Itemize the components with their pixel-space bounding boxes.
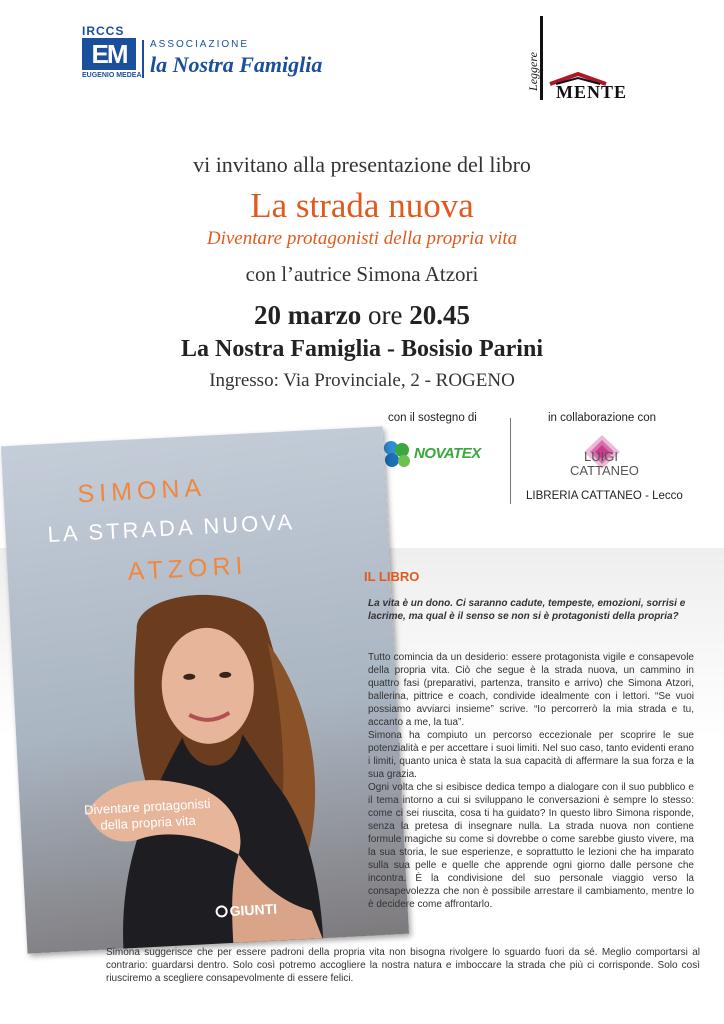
body-paragraph: Ogni volta che si esibisce dedica tempo a dialogare con il suo pubblico e il tema intorno a cui si sviluppano le conversazioni è sempre lo stesso: come ci sei riuscita, cosa ti ha guidato? In questo libro Simona risponde, senza la pretesa di insegnare nulla. La strada nuova non contiene formule magiche su come si dovrebbe o come sarebbe giusto vivere, ma la sua storia, le sue esperienze, e soprattutto le lezioni che ha imparato sulla sua pelle e quelle che apprende ogni giorno dalle persone che incontra. È la condivisione del suo personale viaggio verso la consapevolezza che non è possibile arrestare il cambiamento, mentre lo è decidere come affrontarlo. — [368, 782, 694, 910]
leggere-text: Leggere — [525, 52, 540, 91]
author-line: con l’autrice Simona Atzori — [245, 262, 479, 286]
event-place: La Nostra Famiglia - Bosisio Parini — [181, 336, 543, 362]
time-prefix: ore — [367, 300, 403, 330]
event-time: 20.45 — [409, 300, 470, 330]
author-portrait-illustration — [65, 579, 363, 953]
publisher-name: GIUNTI — [229, 900, 278, 920]
book-title: La strada nuova — [250, 186, 474, 225]
cover-publisher — [215, 901, 277, 920]
book-closing: Simona suggerisce che per essere padroni della propria vita non bisogna rivolgere lo sguardo fuori da sé. Meglio comportarsi al contrario: guardarsi dentro. Solo così potremo accogliere la nostra natura e imboccare la strada che più ci corrisponde. Solo così riusciremo a scegliere consapevolmente di essere felici. — [106, 947, 700, 984]
event-address: Ingresso: Via Provinciale, 2 - ROGENO — [209, 370, 515, 391]
cattaneo-first: LUIGI — [584, 449, 618, 464]
book-subtitle: Diventare protagonisti della propria vita — [206, 228, 518, 249]
association-name: la Nostra Famiglia — [150, 52, 323, 77]
nostra-famiglia-logo — [82, 24, 372, 82]
cover-tagline — [84, 796, 212, 835]
eugenio-medea-label: EUGENIO MEDEA — [82, 72, 142, 79]
book-section-heading: IL LIBRO — [364, 569, 420, 584]
body-paragraph: Tutto comincia da un desiderio: essere protagonista vigile e consapevole della propria vita. Ciò che segue è la strada nuova, un cammino in quattro fasi (preparativi, partenza, transito e arrivo) che Simona Atzori, ballerina, pittrice e coach, condivide idealmente con i lettori. “Se vuoi possiamo avviarci insieme” scrive. “Io percorrerò la mia strada e tu, accanto a me, la tua”. — [368, 652, 694, 728]
mente-text: MENTE — [556, 82, 628, 102]
event-date: 20 marzo — [254, 300, 362, 330]
leggere-mente-logo — [520, 16, 628, 104]
novatex-logo — [380, 438, 490, 470]
cover-title: LA STRADA NUOVA — [46, 509, 296, 548]
association-label: ASSOCIAZIONE — [150, 39, 250, 50]
book-description-body — [368, 651, 694, 911]
cover-tagline-line1: Diventare protagonisti — [83, 795, 211, 818]
sponsor-divider — [510, 418, 511, 504]
book-intro: La vita è un dono. Ci saranno cadute, tempeste, emozioni, sorrisi e lacrime, ma qual è il senso se non si è protagonisti della propria? — [368, 598, 686, 622]
body-paragraph: Simona ha compiuto un percorso eccezionale per scoprire le sue potenzialità e per accettare i suoi limiti. Nel suo caso, tanto evidenti erano i limiti, quanto unica è stata la sua capacità di affermare la sua forza e la sua grazia. — [368, 730, 694, 780]
cattaneo-last: CATTANEO — [570, 463, 639, 478]
invitation-intro: vi invitano alla presentazione del libro — [193, 152, 531, 177]
cover-author-first: SIMONA — [76, 473, 207, 509]
em-logo-mark: EM — [82, 38, 136, 70]
support-label: con il sostegno di — [388, 412, 477, 424]
cattaneo-name — [570, 450, 639, 478]
novatex-circles-icon — [380, 438, 414, 470]
cattaneo-logo — [566, 434, 646, 482]
publisher-g-icon — [215, 905, 228, 918]
logo-divider — [142, 40, 144, 78]
collab-label: in collaborazione con — [548, 412, 657, 424]
libreria-name: LIBRERIA CATTANEO - Lecco — [526, 490, 683, 502]
book-cover — [1, 426, 409, 953]
cover-author-last: ATZORI — [126, 551, 249, 586]
event-date-time — [0, 300, 724, 331]
irccs-label: IRCCS — [82, 24, 125, 38]
cover-tagline-line2: della propria vita — [100, 812, 197, 833]
novatex-text: NOVATEX — [414, 445, 481, 462]
